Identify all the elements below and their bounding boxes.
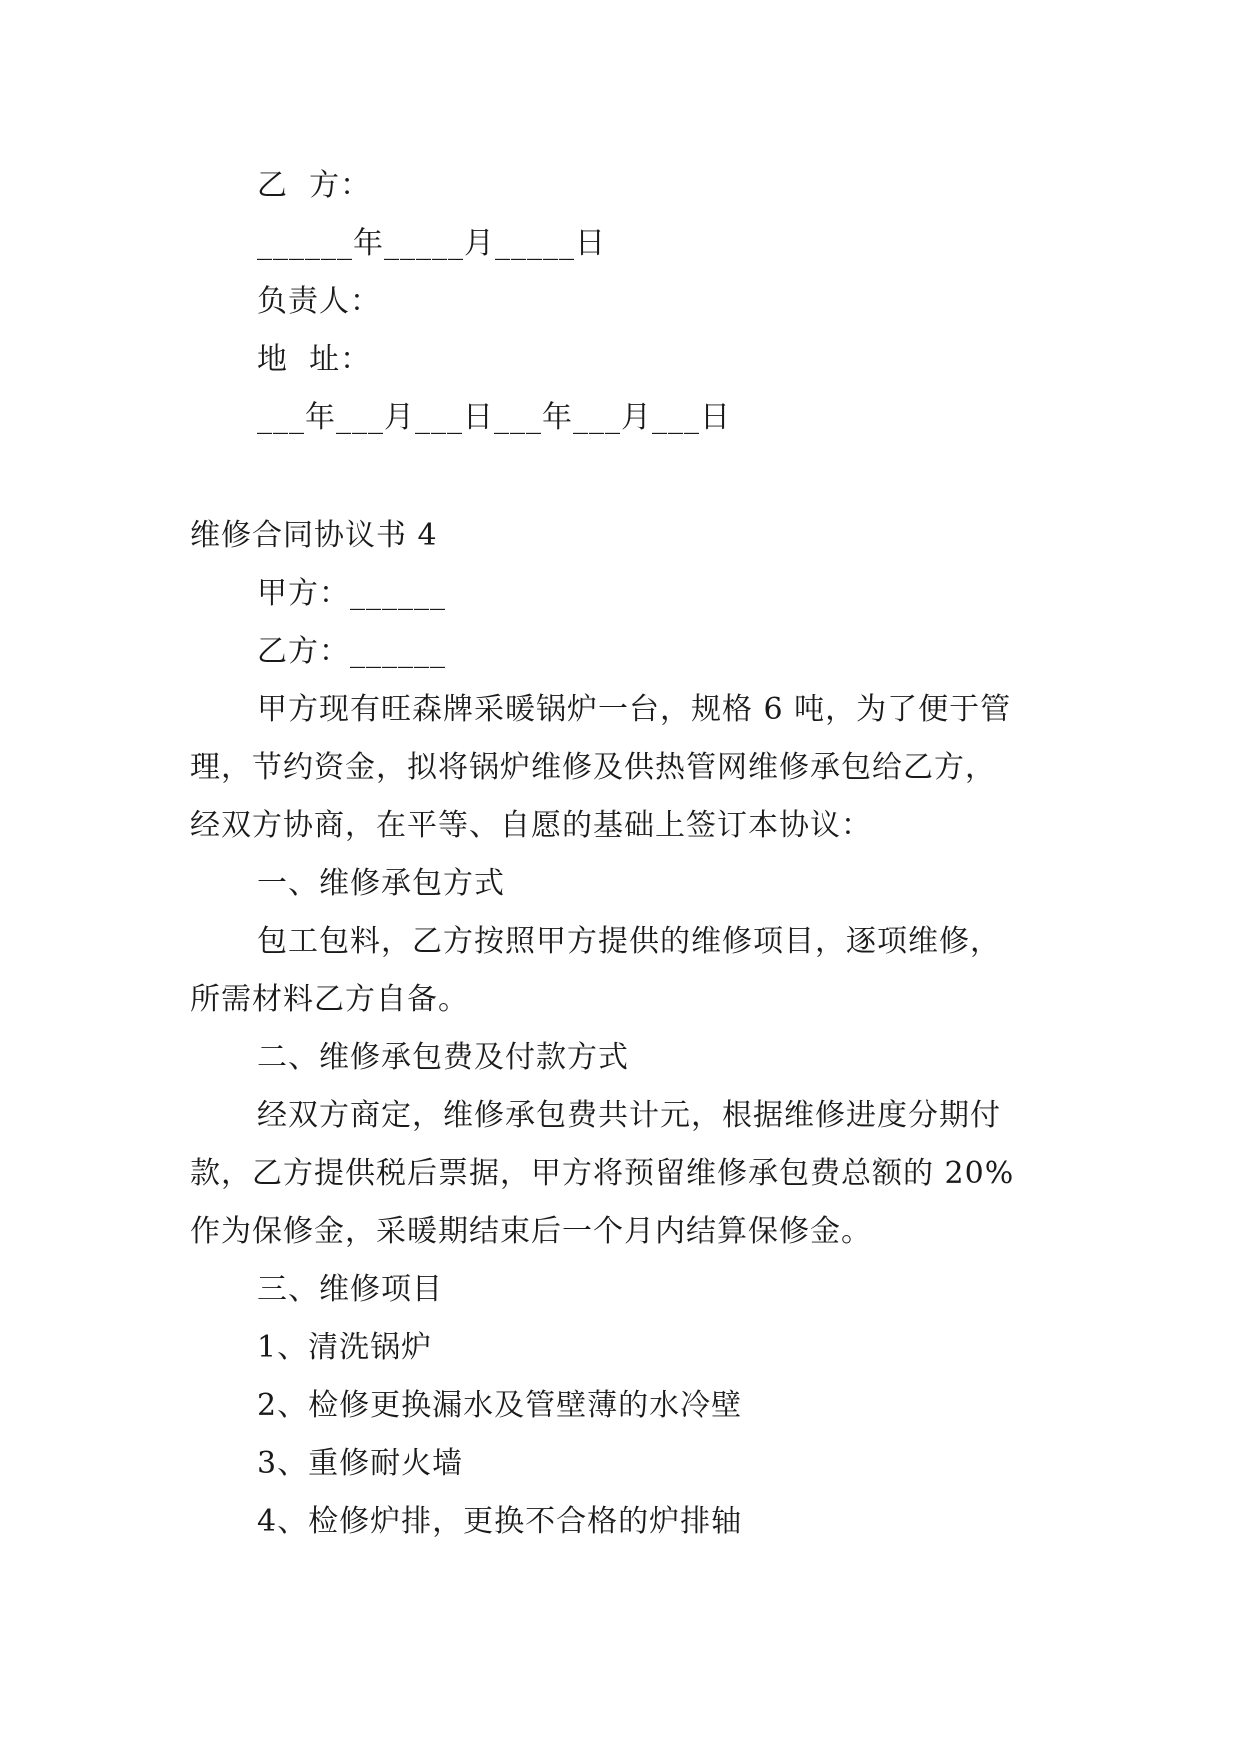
party-b-field: 乙方：______ — [257, 634, 446, 669]
paragraph-line: 包工包料，乙方按照甲方提供的维修项目，逐项维修， — [257, 924, 1001, 959]
list-item: 4、检修炉排，更换不合格的炉排轴 — [257, 1504, 743, 1539]
paragraph-line: 所需材料乙方自备。 — [190, 982, 469, 1017]
double-date-line: ___年___月___日___年___月___日 — [257, 400, 731, 435]
date-line: ______年_____月_____日 — [257, 226, 606, 261]
party-a-field: 甲方：______ — [257, 576, 446, 611]
list-item: 3、重修耐火墙 — [257, 1446, 464, 1481]
party-b-label: 乙 方： — [257, 168, 372, 203]
responsible-person-label: 负责人： — [257, 284, 381, 319]
paragraph-line: 作为保修金，采暖期结束后一个月内结算保修金。 — [190, 1214, 872, 1249]
list-item: 1、清洗锅炉 — [257, 1330, 433, 1365]
section-heading: 一、维修承包方式 — [257, 866, 505, 901]
section-heading: 三、维修项目 — [257, 1272, 443, 1307]
section-heading: 二、维修承包费及付款方式 — [257, 1040, 629, 1075]
paragraph-line: 甲方现有旺森牌采暖锅炉一台，规格 6 吨，为了便于管 — [257, 692, 1012, 727]
contract-title: 维修合同协议书 4 — [190, 518, 438, 553]
paragraph-line: 理，节约资金，拟将锅炉维修及供热管网维修承包给乙方， — [190, 750, 996, 785]
paragraph-line: 经双方协商，在平等、自愿的基础上签订本协议： — [190, 808, 872, 843]
list-item: 2、检修更换漏水及管壁薄的水冷壁 — [257, 1388, 743, 1423]
paragraph-line: 经双方商定，维修承包费共计元，根据维修进度分期付 — [257, 1098, 1001, 1133]
paragraph-line: 款，乙方提供税后票据，甲方将预留维修承包费总额的 20% — [190, 1156, 1015, 1191]
address-label: 地 址： — [257, 342, 372, 377]
